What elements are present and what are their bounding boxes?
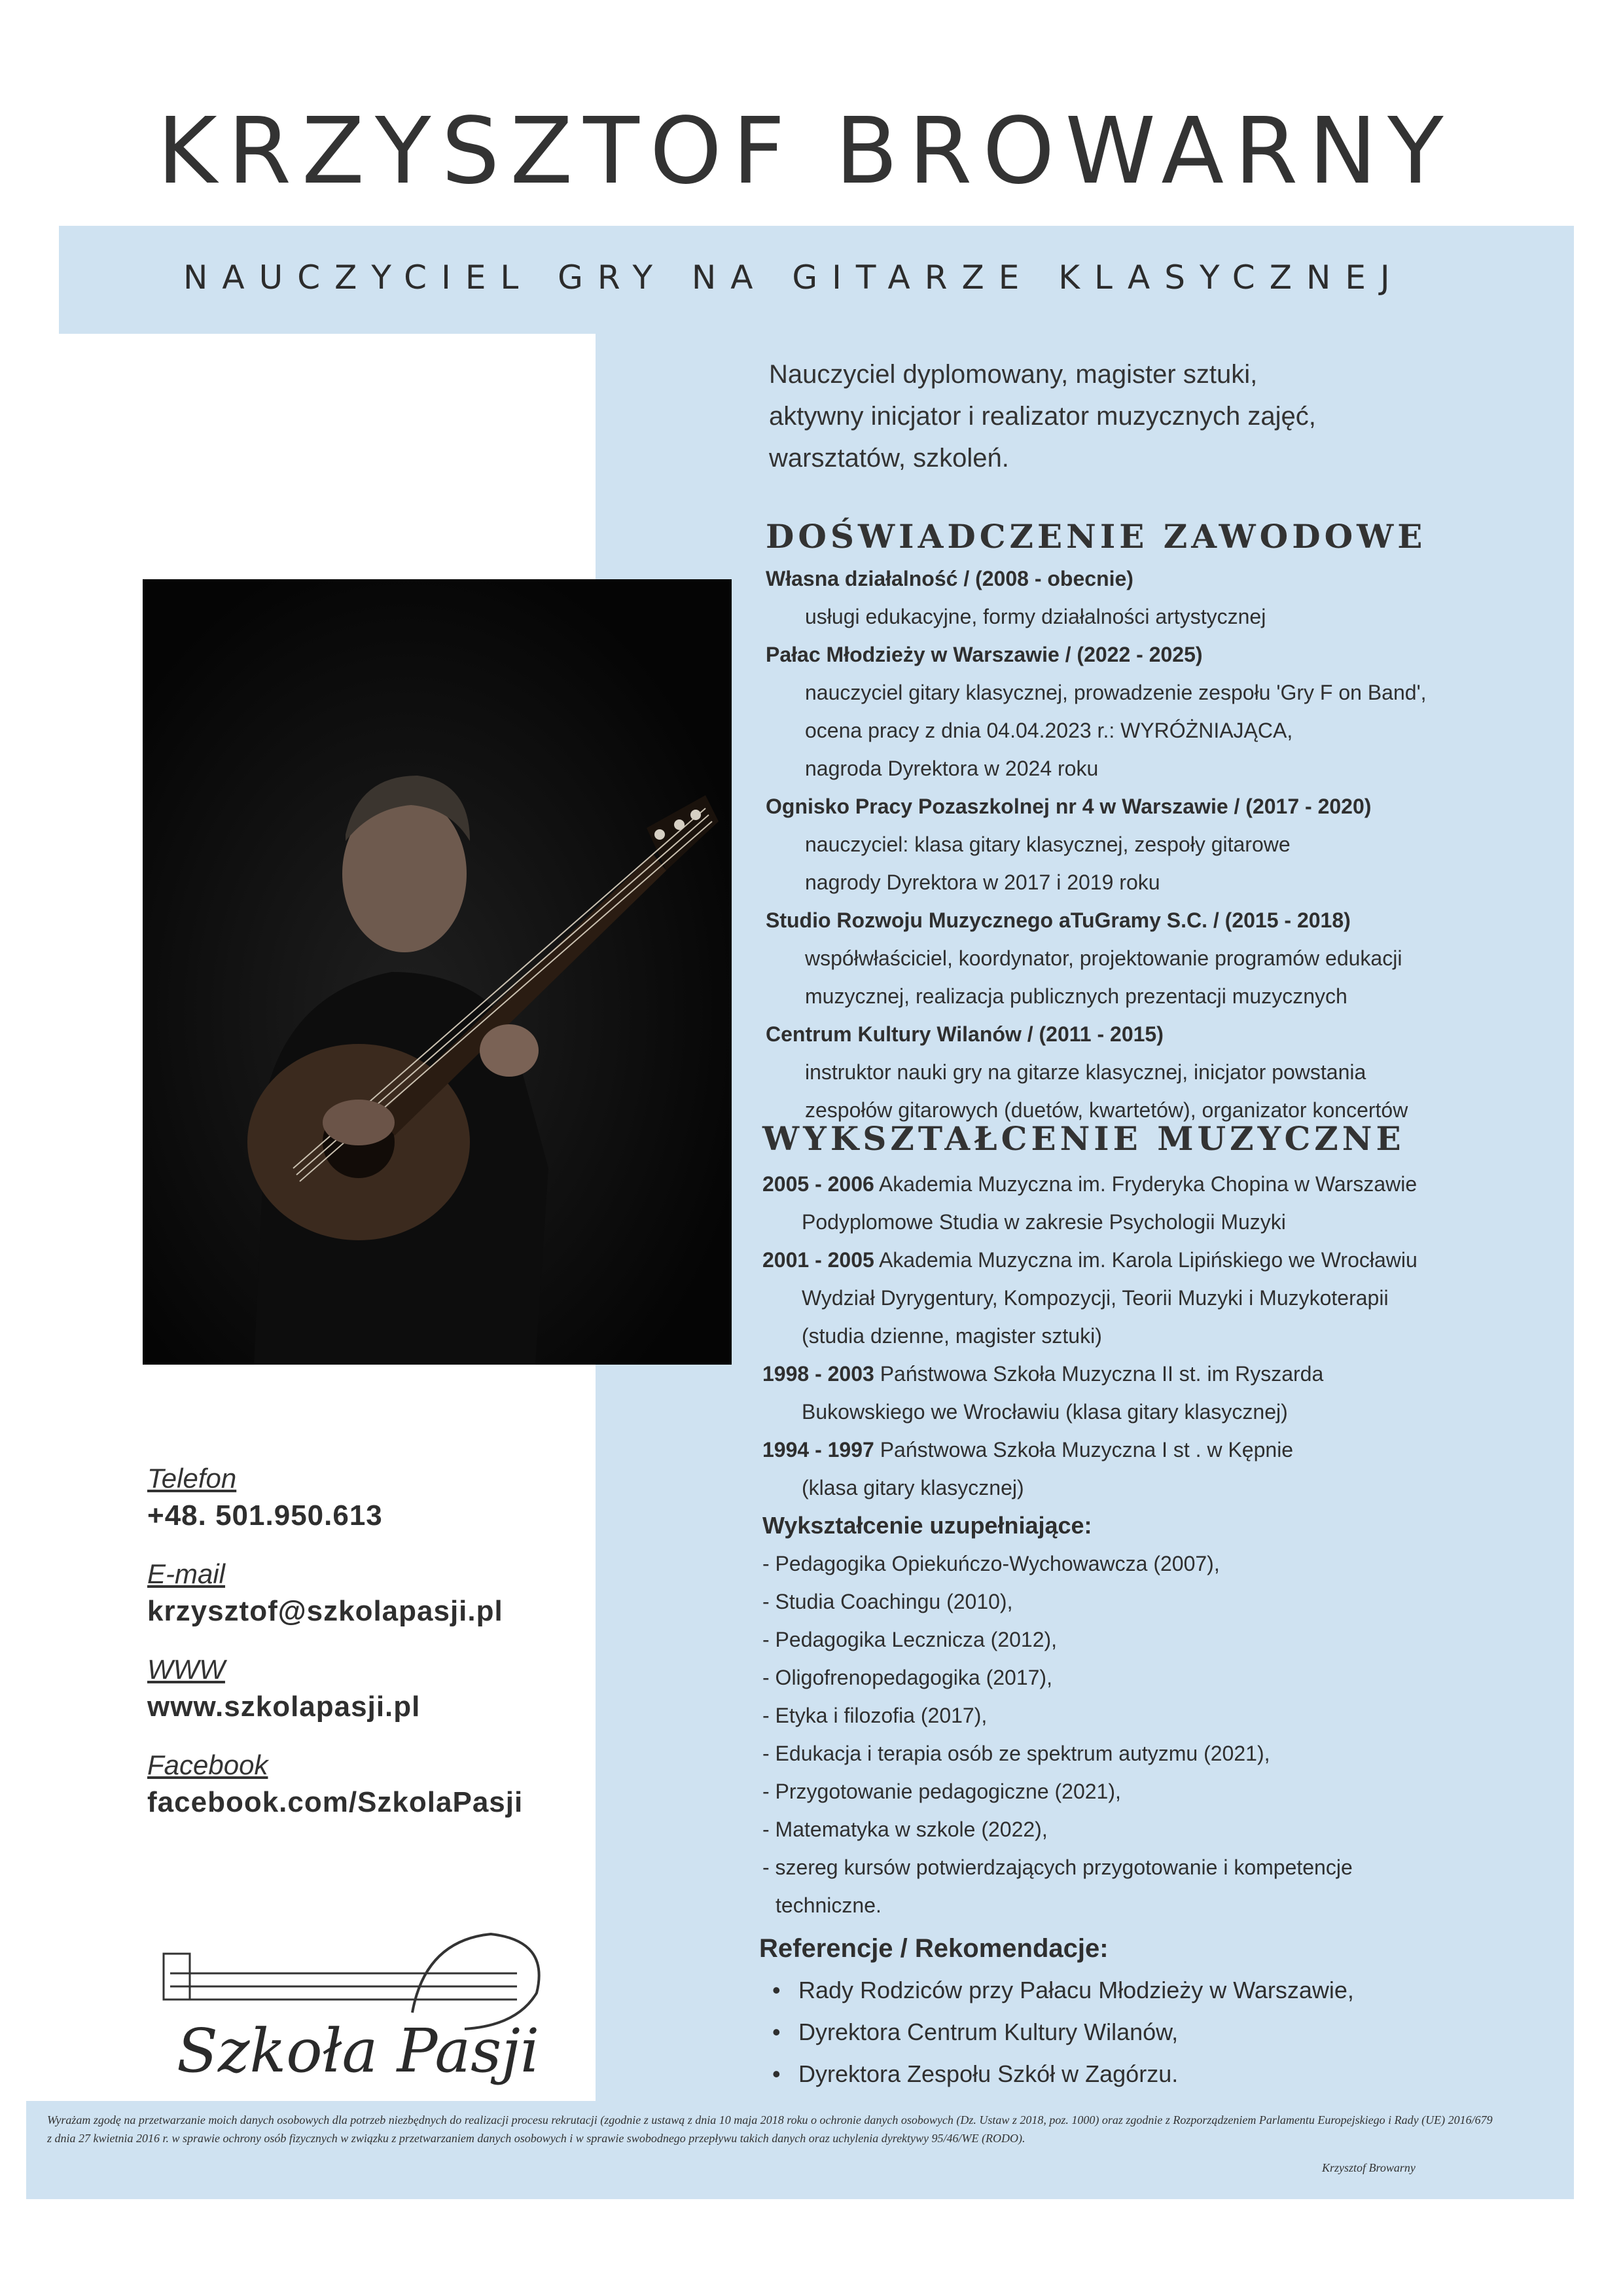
education-entry	[762, 1241, 1548, 1279]
experience-entry-detail: muzycznej, realizacja publicznych prezentacji muzycznych	[805, 984, 1347, 1008]
education-school: Państwowa Szkoła Muzyczna I st . w Kępnie	[880, 1438, 1294, 1462]
gdpr-consent: Wyrażam zgodę na przetwarzanie moich danych osobowych dla potrzeb niezbędnych do realizacji procesu rekrutacji (zgodnie z ustawą z dnia 10 maja 2018 roku o ochronie danych osobowych (Dz. Ustaw z 2018, poz. 1000) oraz zgodnie z Rozporządzeniem Parlamentu Europejskiego i Rady (UE) 2016/679 z dnia 27 kwietnia 2016 r. w sprawie ochrony osób fizycznych w związku z przetwarzaniem danych osobowych i w sprawie swobodnego przepływu takich danych oraz uchylenia dyrektywy 95/46/WE (RODO).	[47, 2113, 1493, 2145]
experience-entry-detail: współwłaściciel, koordynator, projektowanie programów edukacji	[805, 946, 1402, 970]
supplementary-item: - Pedagogika Opiekuńczo-Wychowawcza (2007),	[762, 1552, 1220, 1575]
education-entry	[762, 1165, 1548, 1203]
supplementary-item: techniczne.	[776, 1893, 882, 1917]
supplementary-item: - Edukacja i terapia osób ze spektrum autyzmu (2021),	[762, 1742, 1270, 1765]
facebook-value[interactable]: facebook.com/SzkolaPasji	[147, 1786, 524, 1818]
experience-entry-detail: usługi edukacyjne, formy działalności artystycznej	[805, 605, 1266, 628]
supplementary-item: - Etyka i filozofia (2017),	[762, 1704, 988, 1727]
education-entry	[762, 1355, 1548, 1393]
education-detail: Podyplomowe Studia w zakresie Psychologii Muzyki	[802, 1210, 1286, 1234]
intro-line: Nauczyciel dyplomowany, magister sztuki,	[769, 360, 1258, 389]
education-years: 1994 - 1997	[762, 1438, 874, 1462]
education-detail: (klasa gitary klasycznej)	[802, 1476, 1024, 1499]
contact-block	[147, 1463, 605, 1819]
supplementary-item: - Matematyka w szkole (2022),	[762, 1818, 1048, 1841]
references-block	[759, 1928, 1544, 2095]
portrait-photo	[143, 579, 732, 1365]
bullet-icon: •	[772, 2018, 781, 2045]
experience-entry-detail: nagroda Dyrektora w 2024 roku	[805, 757, 1099, 780]
supplementary-item: - Studia Coachingu (2010),	[762, 1590, 1013, 1613]
school-logo	[151, 1921, 556, 2091]
www-label: WWW	[147, 1654, 225, 1685]
reference-item: • Dyrektora Zespołu Szkół w Zagórzu.	[759, 2053, 1544, 2095]
bullet-icon: •	[772, 2060, 781, 2087]
reference-item: • Rady Rodziców przy Pałacu Młodzieży w Warszawie,	[759, 1969, 1544, 2011]
job-title: NAUCZYCIEL GRY NA GITARZE KLASYCZNEJ	[183, 259, 1404, 296]
supplementary-item: - Oligofrenopedagogika (2017),	[762, 1666, 1052, 1689]
experience-entry-title: Studio Rozwoju Muzycznego aTuGramy S.C. / (2015 - 2018)	[766, 908, 1351, 932]
education-school: Akademia Muzyczna im. Fryderyka Chopina w Warszawie	[878, 1172, 1418, 1196]
education-school: Państwowa Szkoła Muzyczna II st. im Ryszarda	[880, 1362, 1324, 1386]
phone-label: Telefon	[147, 1463, 237, 1494]
supplementary-item: - Pedagogika Lecznicza (2012),	[762, 1628, 1058, 1651]
education-years: 1998 - 2003	[762, 1362, 874, 1386]
intro-text	[769, 353, 1522, 479]
experience-heading: DOŚWIADCZENIE ZAWODOWE	[766, 517, 1427, 556]
person-name: KRZYSZTOF BROWARNY	[157, 98, 1454, 205]
experience-entry-detail: nagrody Dyrektora w 2017 i 2019 roku	[805, 870, 1160, 894]
intro-line: aktywny inicjator i realizator muzycznych zajęć,	[769, 402, 1316, 431]
education-list	[762, 1165, 1548, 1924]
education-detail: Wydział Dyrygentury, Kompozycji, Teorii Muzyki i Muzykoterapii	[802, 1286, 1389, 1310]
supplementary-item: - szereg kursów potwierdzających przygotowanie i kompetencje	[762, 1856, 1353, 1879]
education-school: Akademia Muzyczna im. Karola Lipińskiego we Wrocławiu	[878, 1248, 1418, 1272]
education-detail: (studia dzienne, magister sztuki)	[802, 1324, 1102, 1348]
guitarist-image	[143, 579, 732, 1365]
supplementary-item: - Przygotowanie pedagogiczne (2021),	[762, 1780, 1121, 1803]
experience-entry-detail: ocena pracy z dnia 04.04.2023 r.: WYRÓŻNIAJĄCA,	[805, 719, 1293, 742]
email-label: E-mail	[147, 1558, 226, 1589]
education-detail: Bukowskiego we Wrocławiu (klasa gitary klasycznej)	[802, 1400, 1288, 1424]
experience-entry-title: Centrum Kultury Wilanów / (2011 - 2015)	[766, 1022, 1164, 1046]
supplementary-heading: Wykształcenie uzupełniające:	[762, 1512, 1092, 1539]
education-years: 2005 - 2006	[762, 1172, 874, 1196]
references-heading: Referencje / Rekomendacje:	[759, 1934, 1109, 1963]
facebook-label: Facebook	[147, 1749, 268, 1780]
guitar-logo-icon	[151, 1921, 556, 2091]
reference-item: • Dyrektora Centrum Kultury Wilanów,	[759, 2011, 1544, 2053]
experience-entry-title: Ognisko Pracy Pozaszkolnej nr 4 w Warszawie / (2017 - 2020)	[766, 795, 1372, 818]
experience-entry-detail: zespołów gitarowych (duetów, kwartetów), organizator koncertów	[805, 1098, 1408, 1122]
experience-entry-title: Własna działalność / (2008 - obecnie)	[766, 567, 1133, 590]
experience-entry-title: Pałac Młodzieży w Warszawie / (2022 - 2025)	[766, 643, 1203, 666]
experience-entry-detail: nauczyciel: klasa gitary klasycznej, zespoły gitarowe	[805, 833, 1291, 856]
education-entry	[762, 1431, 1548, 1469]
phone-value[interactable]: +48. 501.950.613	[147, 1499, 383, 1532]
consent-signature: Krzysztof Browarny	[1322, 2161, 1416, 2174]
email-value[interactable]: krzysztof@szkolapasji.pl	[147, 1595, 503, 1627]
logo-text: Szkoła Pasji	[177, 2016, 540, 2086]
experience-list	[766, 560, 1551, 1129]
experience-entry-detail: instruktor nauki gry na gitarze klasycznej, inicjator powstania	[805, 1060, 1366, 1084]
education-years: 2001 - 2005	[762, 1248, 874, 1272]
bullet-icon: •	[772, 1977, 781, 2003]
www-value[interactable]: www.szkolapasji.pl	[147, 1691, 421, 1723]
education-heading: WYKSZTAŁCENIE MUZYCZNE	[762, 1119, 1405, 1158]
intro-line: warsztatów, szkoleń.	[769, 444, 1009, 473]
experience-entry-detail: nauczyciel gitary klasycznej, prowadzenie zespołu 'Gry F on Band',	[805, 681, 1427, 704]
